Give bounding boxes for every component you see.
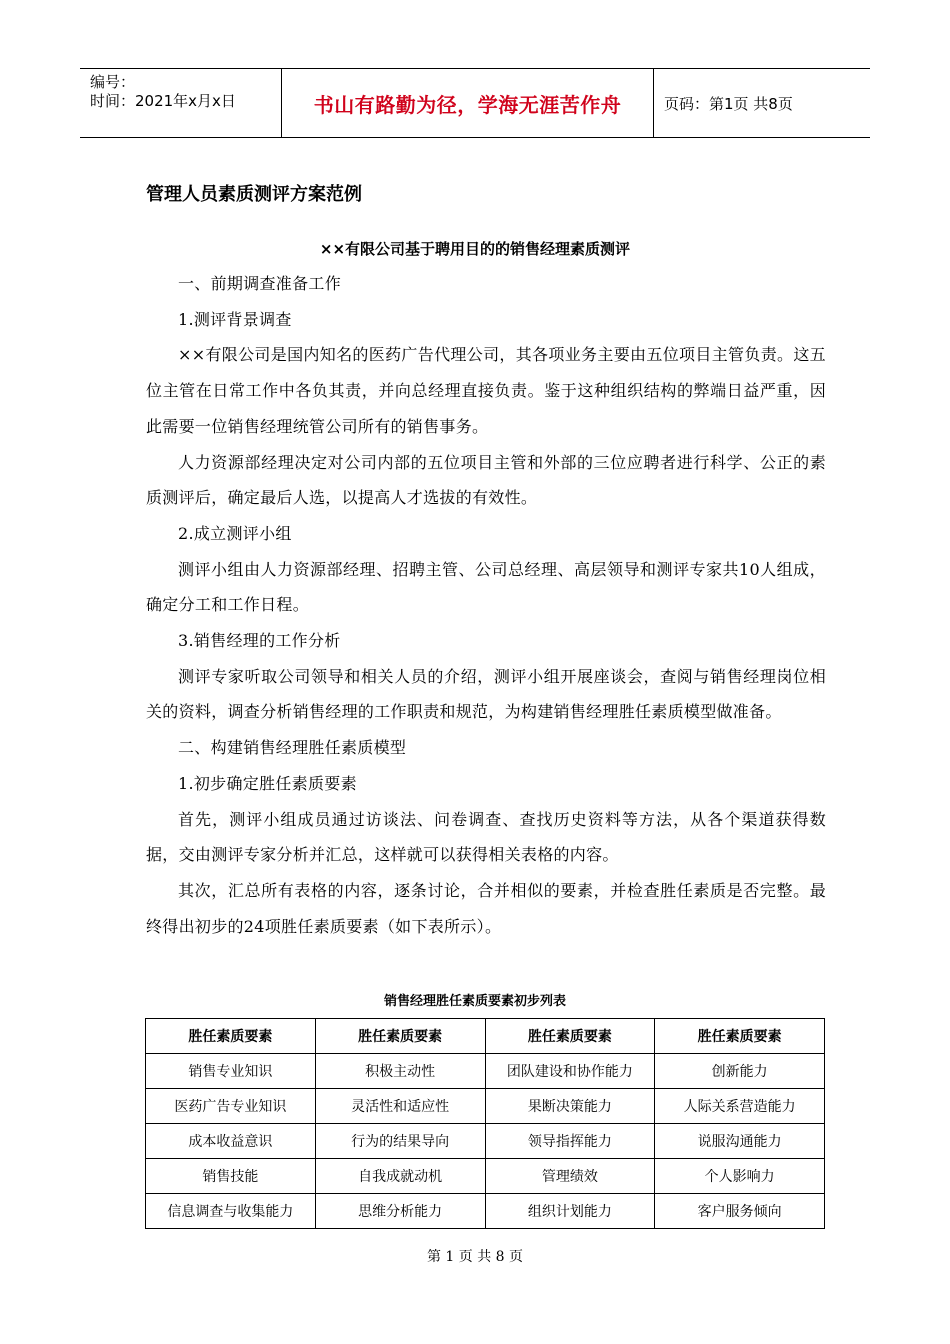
body-paragraph: 测评专家听取公司领导和相关人员的介绍，测评小组开展座谈会，查阅与销售经理岗位相关的资料，调查分析销售经理的工作职责和规范，为构建销售经理胜任素质模型做准备。 [146, 666, 826, 722]
table-cell: 成本收益意识 [146, 1124, 316, 1159]
table-header-cell: 胜任素质要素 [485, 1019, 655, 1054]
table-cell: 思维分析能力 [315, 1194, 485, 1229]
table-cell: 人际关系营造能力 [655, 1089, 825, 1124]
table-cell: 团队建设和协作能力 [485, 1054, 655, 1089]
document-title: 管理人员素质测评方案范例 [146, 184, 362, 205]
table-cell: 客户服务倾向 [655, 1194, 825, 1229]
subsection-heading: 3.销售经理的工作分析 [178, 631, 341, 651]
body-paragraph: 测评小组由人力资源部经理、招聘主管、公司总经理、高层领导和测评专家共10人组成，确定分工和工作日程。 [146, 559, 826, 615]
table-cell: 创新能力 [655, 1054, 825, 1089]
section-heading: 一、前期调查准备工作 [178, 274, 342, 293]
page-footer: 第 1 页 共 8 页 [426, 1249, 524, 1265]
header-motto: 书山有路勤为径，学海无涯苦作舟 [313, 92, 622, 117]
competency-table [145, 1018, 825, 1229]
table-cell: 销售技能 [146, 1159, 316, 1194]
table-cell: 自我成就动机 [315, 1159, 485, 1194]
table-header-cell: 胜任素质要素 [146, 1019, 316, 1054]
header-divider [653, 69, 654, 137]
subsection-heading: 1.测评背景调查 [178, 309, 292, 329]
table-row [146, 1159, 825, 1194]
table-cell: 组织计划能力 [485, 1194, 655, 1229]
table-cell: 积极主动性 [315, 1054, 485, 1089]
body-paragraph: ××有限公司是国内知名的医药广告代理公司，其各项业务主要由五位项目主管负责。这五位主管在日常工作中各负其责，并向总经理直接负责。鉴于这种组织结构的弊端日益严重，因此需要一位销售经理统管公司所有的销售事务。 [146, 345, 826, 436]
table-header-cell: 胜任素质要素 [655, 1019, 825, 1054]
table-row [146, 1054, 825, 1089]
table-title: 销售经理胜任素质要素初步列表 [383, 994, 566, 1009]
body-paragraph: 首先，测评小组成员通过访谈法、问卷调查、查找历史资料等方法，从各个渠道获得数据，交由测评专家分析并汇总，这样就可以获得相关表格的内容。 [146, 809, 826, 865]
table-cell: 管理绩效 [485, 1159, 655, 1194]
header-page-info: 页码：第1页 共8页 [664, 94, 793, 113]
table-cell: 灵活性和适应性 [315, 1089, 485, 1124]
body-paragraph: 其次，汇总所有表格的内容，逐条讨论，合并相似的要素，并检查胜任素质是否完整。最终得出初步的24项胜任素质要素（如下表所示）。 [146, 880, 826, 936]
document-number-label: 编号： [90, 73, 136, 91]
table-cell: 信息调查与收集能力 [146, 1194, 316, 1229]
table-header-row [146, 1019, 825, 1054]
table-row [146, 1089, 825, 1124]
table-cell: 果断决策能力 [485, 1089, 655, 1124]
table-cell: 说服沟通能力 [655, 1124, 825, 1159]
section-heading: 二、构建销售经理胜任素质模型 [178, 738, 407, 758]
document-subtitle: ××有限公司基于聘用目的的销售经理素质测评 [319, 240, 631, 258]
body-paragraph: 人力资源部经理决定对公司内部的五位项目主管和外部的三位应聘者进行科学、公正的素质测评后，确定最后人选，以提高人才选拔的有效性。 [146, 452, 826, 508]
page-header [80, 68, 870, 138]
subsection-heading: 1.初步确定胜任素质要素 [178, 773, 357, 793]
table-header-cell: 胜任素质要素 [315, 1019, 485, 1054]
document-time-label: 时间：2021年x月x日 [90, 92, 236, 110]
subsection-heading: 2.成立测评小组 [178, 523, 292, 543]
table-cell: 医药广告专业知识 [146, 1089, 316, 1124]
document-body [146, 266, 826, 944]
header-meta [90, 73, 236, 111]
table-cell: 领导指挥能力 [485, 1124, 655, 1159]
table-cell: 销售专业知识 [146, 1054, 316, 1089]
table-cell: 行为的结果导向 [315, 1124, 485, 1159]
table-row [146, 1194, 825, 1229]
table-row [146, 1124, 825, 1159]
table-cell: 个人影响力 [655, 1159, 825, 1194]
